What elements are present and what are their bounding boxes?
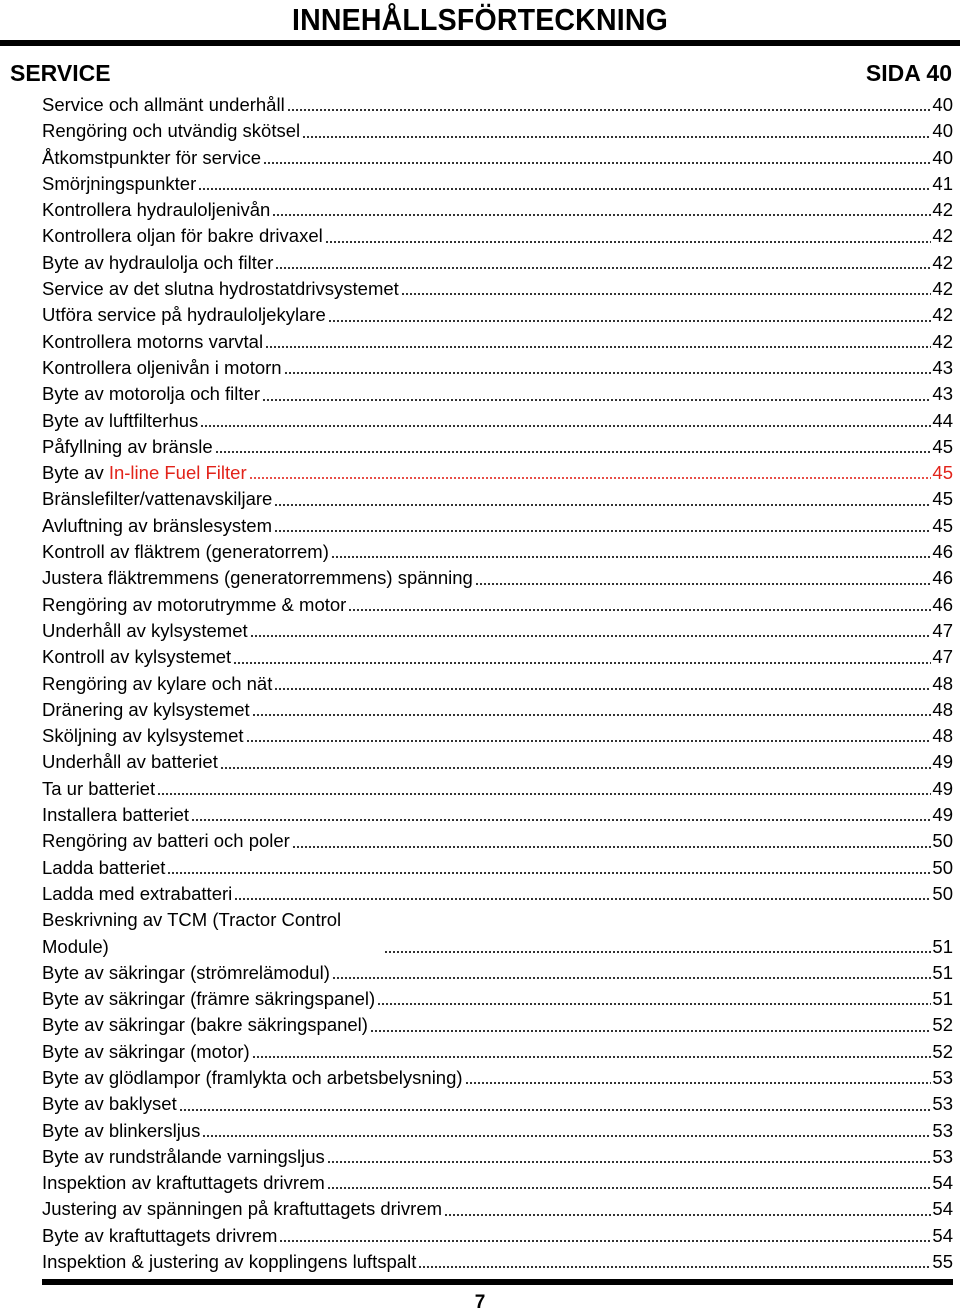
toc-entry-page: 47	[932, 619, 953, 641]
toc-entry-page: 44	[932, 409, 953, 431]
toc-entry[interactable]	[42, 250, 953, 276]
toc-dot-leader	[465, 1081, 932, 1085]
toc-entry[interactable]	[42, 1012, 953, 1038]
toc-entry-title: Byte av blinkersljus	[42, 1119, 201, 1141]
toc-entry-page: 48	[932, 672, 953, 694]
toc-entry-page: 45	[932, 462, 953, 484]
toc-entry-page: 49	[932, 751, 953, 773]
toc-entry-page: 46	[932, 567, 953, 589]
toc-entry-title: Byte av säkringar (bakre säkringspanel)	[42, 1014, 368, 1036]
toc-entry-page: 51	[932, 935, 953, 957]
toc-entry[interactable]	[42, 302, 953, 328]
toc-entry-page: 52	[932, 1014, 953, 1036]
toc-entry-title: Underhåll av kylsystemet	[42, 619, 248, 641]
toc-entry-page: 54	[932, 1224, 953, 1246]
toc-entry-title: Underhåll av batteriet	[42, 751, 218, 773]
toc-dot-leader	[157, 792, 931, 796]
toc-entry-title: Kontroll av fläktrem (generatorrem)	[42, 541, 329, 563]
toc-dot-leader	[263, 161, 931, 165]
toc-entry-page: 42	[932, 304, 953, 326]
toc-dot-leader	[198, 187, 931, 191]
toc-dot-leader	[252, 713, 932, 717]
toc-entry-title: Inspektion av kraftuttagets drivrem	[42, 1172, 325, 1194]
toc-entry[interactable]	[42, 881, 953, 907]
toc-entry-title: Byte av säkringar (främre säkringspanel)	[42, 988, 376, 1010]
toc-entry-title: Byte av hydraulolja och filter	[42, 251, 274, 273]
toc-entry[interactable]	[42, 723, 953, 749]
toc-entry[interactable]	[42, 1144, 953, 1170]
toc-entry-title: Kontrollera oljenivån i motorn	[42, 356, 282, 378]
toc-entry[interactable]	[42, 671, 953, 697]
toc-entry[interactable]	[42, 1039, 953, 1065]
toc-entry-title: Byte av rundstrålande varningsljus	[42, 1145, 325, 1167]
toc-dot-leader	[444, 1213, 931, 1217]
toc-entry-page: 49	[932, 804, 953, 826]
section-header	[10, 60, 952, 87]
toc-entry-title-text: In-line Fuel Filter	[108, 462, 247, 484]
toc-entry-page: 54	[932, 1172, 953, 1194]
toc-entry[interactable]	[42, 1196, 953, 1222]
toc-dot-leader	[325, 240, 932, 244]
toc-entry[interactable]	[42, 223, 953, 249]
toc-dot-leader	[265, 345, 931, 349]
toc-dot-leader	[274, 687, 931, 691]
toc-dot-leader	[246, 739, 932, 743]
toc-dot-leader	[233, 661, 931, 665]
toc-entry-page: 42	[932, 225, 953, 247]
toc-dot-leader	[250, 634, 932, 638]
toc-dot-leader	[327, 1186, 932, 1190]
toc-entry-page: 45	[932, 435, 953, 457]
toc-entry-title: Byte av säkringar (strömrelämodul)	[42, 961, 330, 983]
toc-entry[interactable]	[42, 460, 953, 486]
toc-entry-page: 43	[932, 383, 953, 405]
toc-dot-leader	[202, 1134, 931, 1138]
toc-entry[interactable]	[42, 986, 953, 1012]
toc-entry[interactable]	[42, 1249, 953, 1275]
toc-entry-title: Byte av baklyset	[42, 1093, 177, 1115]
toc-dot-leader	[328, 319, 932, 323]
toc-entry[interactable]	[42, 1170, 953, 1196]
toc-entry-page: 42	[932, 278, 953, 300]
toc-entry-page: 40	[932, 94, 953, 115]
toc-entry-page: 53	[932, 1066, 953, 1088]
toc-entry-title: Service av det slutna hydrostatdrivsystemet	[42, 278, 399, 300]
toc-dot-leader	[377, 1002, 931, 1006]
toc-list	[42, 92, 953, 1275]
page-number: 7	[474, 1292, 486, 1313]
toc-entry[interactable]	[42, 907, 953, 960]
toc-entry-page: 54	[932, 1198, 953, 1220]
toc-entry-title: Rengöring av kylare och nät	[42, 672, 273, 694]
toc-dot-leader	[272, 213, 931, 217]
toc-entry[interactable]	[42, 145, 953, 171]
toc-dot-leader	[348, 608, 931, 612]
toc-entry-page: 55	[932, 1251, 953, 1273]
toc-dot-leader	[274, 529, 931, 533]
toc-dot-leader	[331, 555, 932, 559]
toc-entry-title: Rengöring av motorutrymme & motor	[42, 593, 347, 615]
toc-dot-leader	[220, 766, 932, 770]
toc-dot-leader	[252, 1055, 932, 1059]
toc-entry[interactable]	[42, 828, 953, 854]
toc-dot-leader	[234, 897, 931, 901]
toc-entry-page: 45	[932, 514, 953, 536]
toc-entry-title: Rengöring av batteri och poler	[42, 830, 290, 852]
toc-dot-leader	[475, 582, 932, 586]
toc-entry-title: Byte av motorolja och filter	[42, 383, 260, 405]
toc-entry-page: 50	[932, 830, 953, 852]
toc-entry-page: 47	[932, 646, 953, 668]
toc-entry-page: 40	[932, 146, 953, 168]
toc-entry[interactable]	[42, 276, 953, 302]
toc-entry[interactable]	[42, 408, 953, 434]
toc-dot-leader	[179, 1108, 932, 1112]
toc-entry-title: Utföra service på hydrauloljekylare	[42, 304, 326, 326]
toc-entry-title: Ta ur batteriet	[42, 777, 156, 799]
toc-dot-leader	[274, 503, 931, 507]
toc-entry[interactable]	[42, 486, 953, 512]
toc-entry-title: Avluftning av bränslesystem	[42, 514, 272, 536]
toc-dot-leader	[370, 1029, 931, 1033]
toc-entry[interactable]	[42, 92, 953, 118]
toc-entry[interactable]	[42, 1065, 953, 1091]
toc-entry[interactable]	[42, 697, 953, 723]
toc-entry-page: 42	[932, 251, 953, 273]
toc-entry-title: Byte av glödlampor (framlykta och arbetsbelysning)	[42, 1066, 463, 1088]
toc-dot-leader	[200, 424, 931, 428]
toc-entry-title: Justering av spänningen på kraftuttagets drivrem	[42, 1198, 443, 1220]
toc-entry-page: 53	[932, 1119, 953, 1141]
toc-dot-leader	[384, 950, 931, 954]
toc-entry[interactable]	[42, 565, 953, 591]
toc-entry-page: 40	[932, 120, 953, 142]
toc-entry[interactable]	[42, 749, 953, 775]
toc-entry-title: Ladda batteriet	[42, 856, 166, 878]
toc-dot-leader	[418, 1265, 931, 1269]
toc-entry[interactable]	[42, 618, 953, 644]
toc-entry-page: 49	[932, 777, 953, 799]
toc-entry-title: Smörjningspunkter	[42, 172, 197, 194]
toc-dot-leader	[279, 1239, 931, 1243]
section-page-ref: SIDA 40	[865, 60, 952, 86]
toc-entry[interactable]	[42, 118, 953, 144]
toc-dot-leader	[284, 371, 932, 375]
toc-entry-page: 53	[932, 1093, 953, 1115]
toc-entry[interactable]	[42, 776, 953, 802]
toc-entry-title: Kontrollera oljan för bakre drivaxel	[42, 225, 323, 247]
toc-entry[interactable]	[42, 381, 953, 407]
toc-dot-leader	[249, 476, 932, 480]
section-title: SERVICE	[10, 60, 111, 86]
toc-entry-title: Inspektion & justering av kopplingens luftspalt	[42, 1251, 417, 1273]
toc-entry-prefix: Byte av	[42, 462, 109, 484]
toc-entry-title: Kontrollera motorns varvtal	[42, 330, 264, 352]
toc-entry[interactable]	[42, 855, 953, 881]
toc-entry[interactable]	[42, 960, 953, 986]
toc-entry-title: Rengöring och utvändig skötsel	[42, 120, 301, 142]
toc-entry-page: 42	[932, 199, 953, 221]
toc-entry-page: 50	[932, 882, 953, 904]
toc-entry-title: Byte av kraftuttagets drivrem	[42, 1224, 278, 1246]
toc-entry-title: Sköljning av kylsystemet	[42, 725, 244, 747]
bottom-rule	[42, 1279, 953, 1285]
toc-entry-title: Byte av säkringar (motor)	[42, 1040, 250, 1062]
toc-entry-title: Dränering av kylsystemet	[42, 698, 250, 720]
toc-entry-title: Installera batteriet	[42, 804, 190, 826]
toc-entry[interactable]	[42, 1118, 953, 1144]
toc-entry-title: Ladda med extrabatteri	[42, 882, 233, 904]
toc-entry-page: 50	[932, 856, 953, 878]
toc-entry[interactable]	[42, 197, 953, 223]
toc-entry-title: Service och allmänt underhåll	[42, 94, 285, 115]
toc-entry-title: Byte av luftfilterhus	[42, 409, 199, 431]
toc-entry-title: Påfyllning av bränsle	[42, 435, 213, 457]
toc-dot-leader	[262, 398, 931, 402]
toc-entry[interactable]	[42, 513, 953, 539]
toc-dot-leader	[302, 135, 931, 139]
toc-dot-leader	[332, 976, 932, 980]
toc-dot-leader	[215, 450, 932, 454]
toc-dot-leader	[191, 818, 931, 822]
toc-entry[interactable]	[42, 1091, 953, 1117]
toc-entry-title: Kontrollera hydrauloljenivån	[42, 199, 271, 221]
toc-entry-page: 42	[932, 330, 953, 352]
top-rule	[0, 40, 960, 46]
toc-entry-page: 43	[932, 356, 953, 378]
toc-entry[interactable]	[42, 802, 953, 828]
toc-entry-title: Beskrivning av TCM (Tractor Control Module)	[42, 909, 342, 957]
toc-entry-title	[42, 460, 247, 486]
toc-entry[interactable]	[42, 1223, 953, 1249]
toc-entry-page: 48	[932, 698, 953, 720]
toc-entry-page: 48	[932, 725, 953, 747]
toc-entry[interactable]	[42, 434, 953, 460]
toc-entry-page: 41	[932, 172, 953, 194]
toc-entry-page: 46	[932, 593, 953, 615]
toc-entry[interactable]	[42, 539, 953, 565]
toc-entry-page: 53	[932, 1145, 953, 1167]
toc-entry-page: 51	[932, 961, 953, 983]
toc-dot-leader	[287, 108, 932, 112]
toc-entry[interactable]	[42, 355, 953, 381]
toc-dot-leader	[327, 1160, 932, 1164]
toc-entry-page: 46	[932, 541, 953, 563]
toc-entry-title: Kontroll av kylsystemet	[42, 646, 232, 668]
toc-entry-title: Justera fläktremmens (generatorremmens) spänning	[42, 567, 473, 589]
toc-entry[interactable]	[42, 329, 953, 355]
toc-entry-title: Bränslefilter/vattenavskiljare	[42, 488, 273, 510]
toc-entry[interactable]	[42, 171, 953, 197]
toc-dot-leader	[167, 871, 931, 875]
toc-entry-page: 45	[932, 488, 953, 510]
toc-dot-leader	[401, 292, 932, 296]
toc-entry-page: 52	[932, 1040, 953, 1062]
page-title: INNEHÅLLSFÖRTECKNING	[291, 2, 669, 37]
toc-dot-leader	[275, 266, 931, 270]
toc-dot-leader	[292, 845, 932, 849]
toc-entry[interactable]	[42, 592, 953, 618]
toc-entry-title: Åtkomstpunkter för service	[42, 146, 261, 168]
toc-entry[interactable]	[42, 644, 953, 670]
toc-entry-page: 51	[932, 988, 953, 1010]
